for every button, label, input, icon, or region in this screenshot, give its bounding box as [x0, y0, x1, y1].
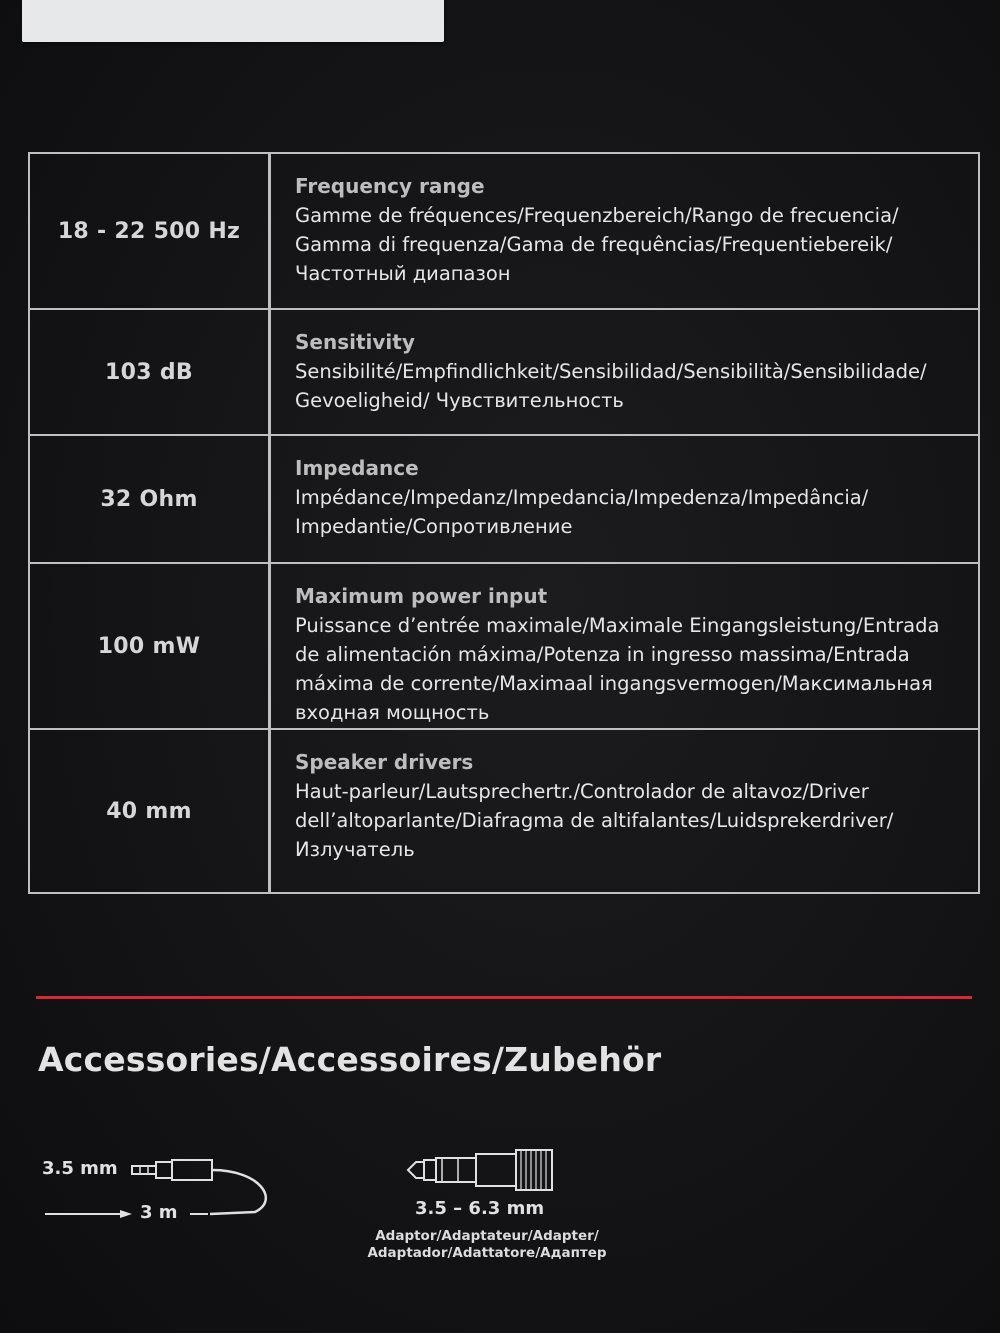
- accessories-title: Accessories/Accessoires/Zubehör: [38, 1040, 662, 1079]
- spec-heading: Maximum power input: [295, 584, 548, 608]
- spec-heading: Sensitivity: [295, 330, 415, 354]
- spec-heading: Impedance: [295, 456, 419, 480]
- spec-description: [271, 310, 978, 434]
- spec-value: 40 mm: [30, 730, 271, 892]
- spec-table: [28, 152, 980, 894]
- label-sticker: [22, 0, 444, 42]
- spec-value: 103 dB: [30, 310, 271, 434]
- cable-length-label: 3 m: [140, 1202, 178, 1223]
- spec-description: [271, 436, 978, 562]
- adapter-names: Adaptor/Adaptateur/Adapter/ Adaptador/Adattatore/Адаптер: [367, 1228, 607, 1261]
- spec-value: 100 mW: [30, 564, 271, 728]
- spec-translations: Gamme de fréquences/Frequenzbereich/Rango de frecuencia/ Gamma di frequenza/Gama de frequências/Frequentiebereik/ Частотный диапазон: [295, 204, 899, 285]
- red-divider: [36, 996, 972, 999]
- spec-value: 32 Ohm: [30, 436, 271, 562]
- cable-connector-label: 3.5 mm: [42, 1158, 118, 1179]
- adapter-size-label: 3.5 – 6.3 mm: [415, 1198, 545, 1219]
- spec-description: [271, 564, 978, 728]
- spec-row-frequency: [30, 154, 978, 308]
- spec-heading: Frequency range: [295, 174, 485, 198]
- spec-row-impedance: [30, 434, 978, 562]
- spec-heading: Speaker drivers: [295, 750, 474, 774]
- spec-translations: Puissance d’entrée maximale/Maximale Eingangsleistung/Entrada de alimentación máxima/Potenza in ingresso massima/Entrada máxima de corrente/Maximaal ingangsvermogen/Максимальная входная мощность: [295, 614, 940, 724]
- spec-row-sensitivity: [30, 308, 978, 434]
- spec-value: 18 - 22 500 Hz: [30, 154, 271, 308]
- spec-row-drivers: [30, 728, 978, 892]
- spec-row-power: [30, 562, 978, 728]
- spec-translations: Sensibilité/Empfindlichkeit/Sensibilidad/Sensibilità/Sensibilidade/ Gevoeligheid/ Чувствительность: [295, 360, 927, 412]
- spec-description: [271, 154, 978, 308]
- spec-description: [271, 730, 978, 892]
- spec-translations: Impédance/Impedanz/Impedancia/Impedenza/Impedância/ Impedantie/Сопротивление: [295, 486, 869, 538]
- spec-translations: Haut-parleur/Lautsprechertr./Controlador de altavoz/Driver dell’altoparlante/Diafragma de altifalantes/Luidsprekerdriver/ Излучатель: [295, 780, 894, 861]
- jack-adapter-icon: [402, 1148, 562, 1192]
